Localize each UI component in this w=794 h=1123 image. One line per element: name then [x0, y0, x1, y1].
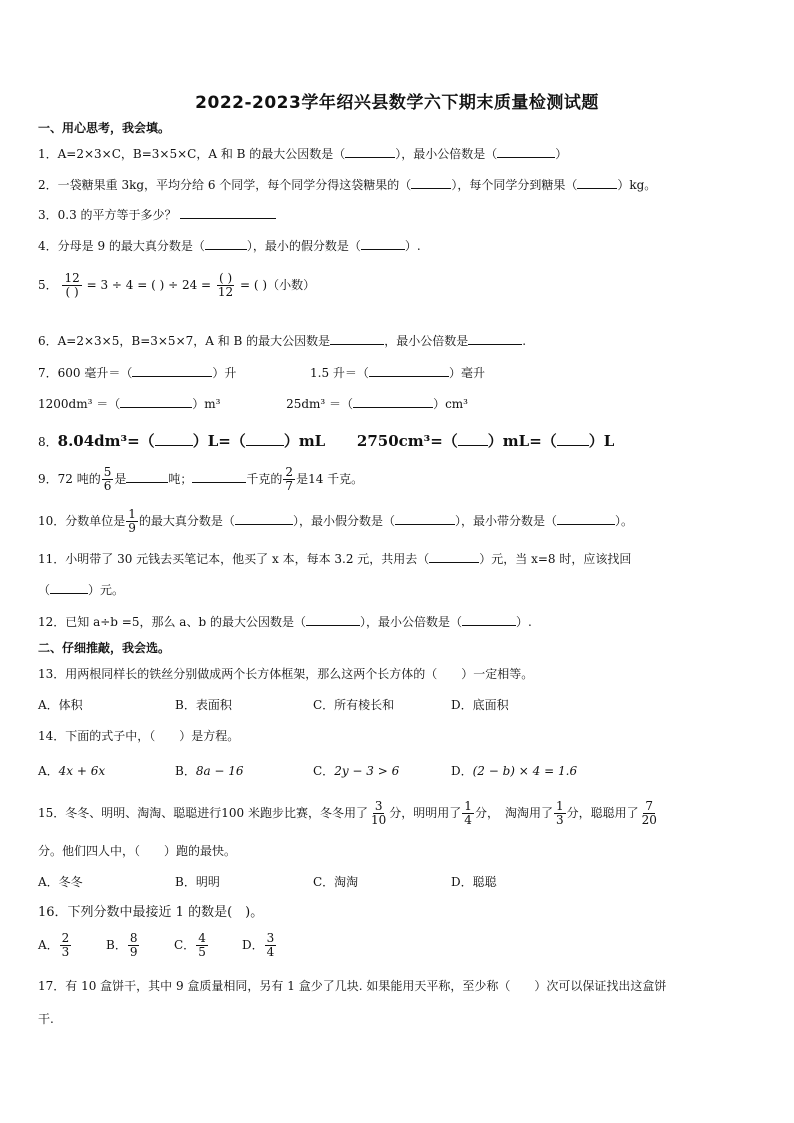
question-17-cont: 干.	[38, 1012, 54, 1026]
fraction: $\frac{2}{7}$	[285, 465, 294, 493]
question-2: 2．一袋糖果重 3kg，平均分给 6 个同学，每个同学分得这袋糖果的（ ），每个同学分到糖果（ ）kg。	[38, 178, 657, 192]
fraction: $\frac{1}{3}$	[555, 799, 564, 827]
option-b[interactable]: B． $\frac{8}{9}$	[106, 931, 138, 959]
question-5: 5． $\frac{12}{( )}$ = 3 ÷ 4 = ( ) ÷ 24 = $\frac{( )}{12}$ = ( )（小数）	[38, 271, 316, 299]
answer-blank[interactable]	[557, 513, 615, 525]
fraction: $\frac{3}{10}$	[371, 799, 387, 827]
answer-blank[interactable]	[458, 434, 488, 446]
answer-blank[interactable]	[330, 333, 384, 345]
question-12: 12．已知 a÷b =5，那么 a、b 的最大公因数是（ ），最小公倍数是（ ）.	[38, 615, 532, 629]
option-c[interactable]: C．所有棱长和	[313, 698, 395, 712]
fraction: $\frac{1}{4}$	[464, 799, 472, 827]
answer-blank[interactable]	[235, 513, 293, 525]
answer-blank[interactable]	[180, 207, 276, 219]
question-15: 15．冬冬、明明、淘淘、聪聪进行100 米跑步比赛，冬冬用了 $\frac{3}{10}$ 分，明明用了 $\frac{1}{4}$ 分， 淘淘用了 $\frac{1}{3}$ 分，聪聪用了 $\frac{7}{20}$	[38, 799, 657, 827]
answer-blank[interactable]	[361, 238, 405, 250]
answer-blank[interactable]	[306, 614, 360, 626]
fraction: $\frac{7}{20}$	[641, 799, 657, 827]
answer-blank[interactable]	[205, 238, 247, 250]
answer-blank[interactable]	[395, 513, 455, 525]
option-d[interactable]: D．(2 − b) × 4 = 1.6	[451, 764, 578, 778]
question-17: 17．有 10 盒饼干，其中 9 盒质量相同，另有 1 盒少了几块. 如果能用天平称，至少称（ ）次可以保证找出这盒饼	[38, 979, 667, 993]
question-14: 14．下面的式子中，（ ）是方程。	[38, 729, 240, 743]
answer-blank[interactable]	[369, 365, 449, 377]
option-d[interactable]: D．底面积	[451, 698, 509, 712]
fraction: $\frac{12}{( )}$	[64, 271, 80, 299]
fraction: $\frac{5}{6}$	[103, 465, 112, 493]
section-heading-1: 一、用心思考，我会填。	[38, 121, 171, 135]
option-a[interactable]: A． $\frac{2}{3}$	[38, 931, 70, 959]
option-b[interactable]: B．8a − 16	[175, 764, 244, 778]
answer-blank[interactable]	[557, 434, 589, 446]
answer-blank[interactable]	[497, 146, 555, 158]
option-a[interactable]: A．体积	[38, 698, 83, 712]
answer-blank[interactable]	[246, 434, 284, 446]
question-6: 6．A=2×3×5，B=3×5×7，A 和 B 的最大公因数是 ，最小公倍数是 .	[38, 334, 527, 348]
option-a[interactable]: A．冬冬	[38, 875, 83, 889]
option-b[interactable]: B．表面积	[175, 698, 232, 712]
question-9: 9．72 吨的 $\frac{5}{6}$ 是 吨； 千克的 $\frac{2}{7}$ 是14 千克。	[38, 465, 364, 493]
answer-blank[interactable]	[411, 177, 451, 189]
answer-blank[interactable]	[50, 582, 88, 594]
answer-blank[interactable]	[155, 434, 193, 446]
question-3: 3．0.3 的平方等于多少？	[38, 207, 276, 223]
fraction: $\frac{( )}{12}$	[217, 271, 234, 299]
question-11: 11．小明带了 30 元钱去买笔记本，他买了 x 本，每本 3.2 元，共用去（ ）元，当 x=8 时，应该找回	[38, 552, 632, 566]
question-11-cont: （ ）元。	[38, 583, 125, 597]
answer-blank[interactable]	[192, 471, 246, 483]
answer-blank[interactable]	[577, 177, 617, 189]
answer-blank[interactable]	[468, 333, 522, 345]
answer-blank[interactable]	[345, 146, 395, 158]
question-15-cont: 分。他们四人中，（ ）跑的最快。	[38, 844, 237, 858]
question-10: 10．分数单位是 $\frac{1}{9}$ 的最大真分数是（ ），最小假分数是（ ），最小带分数是（ ）。	[38, 507, 633, 535]
question-13-options	[38, 697, 509, 713]
option-b[interactable]: B．明明	[175, 875, 220, 889]
question-4: 4．分母是 9 的最大真分数是（ ），最小的假分数是（ ）.	[38, 239, 421, 253]
answer-blank[interactable]	[132, 365, 212, 377]
option-c[interactable]: C． $\frac{4}{5}$	[174, 931, 206, 959]
question-16: 16．下列分数中最接近 1 的数是( )。	[38, 905, 264, 920]
option-a[interactable]: A．4x + 6x	[38, 764, 106, 778]
answer-blank[interactable]	[126, 471, 168, 483]
section-heading-2: 二、仔细推敲，我会选。	[38, 641, 171, 655]
question-14-options	[38, 763, 577, 779]
option-c[interactable]: C．2y − 3 > 6	[313, 764, 400, 778]
answer-blank[interactable]	[462, 614, 516, 626]
fraction: $\frac{1}{9}$	[128, 507, 136, 535]
question-1: 1．A=2×3×C，B=3×5×C，A 和 B 的最大公因数是（ ），最小公倍数是（ ）	[38, 147, 568, 161]
option-d[interactable]: D．聪聪	[451, 875, 497, 889]
question-8: 8．8.04dm³=（ ）L=（ ）mL 2750cm³=（ ）mL=（ ）L	[38, 432, 615, 450]
question-15-options	[38, 874, 497, 890]
question-16-options	[38, 932, 277, 959]
question-7-part-2: 1200dm³ ＝（ ）m³ 25dm³ ＝（ ）cm³	[38, 397, 468, 411]
question-7: 7．600 毫升＝（ ）升 1.5 升＝（ ）毫升	[38, 366, 485, 380]
option-c[interactable]: C．淘淘	[313, 875, 359, 889]
option-d[interactable]: D． $\frac{3}{4}$	[242, 931, 275, 959]
question-13: 13．用两根同样长的铁丝分别做成两个长方体框架，那么这两个长方体的（ ）一定相等。	[38, 667, 534, 681]
answer-blank[interactable]	[353, 396, 433, 408]
answer-blank[interactable]	[429, 551, 479, 563]
answer-blank[interactable]	[120, 396, 192, 408]
page-title: 2022-2023学年绍兴县数学六下期末质量检测试题	[195, 93, 599, 113]
